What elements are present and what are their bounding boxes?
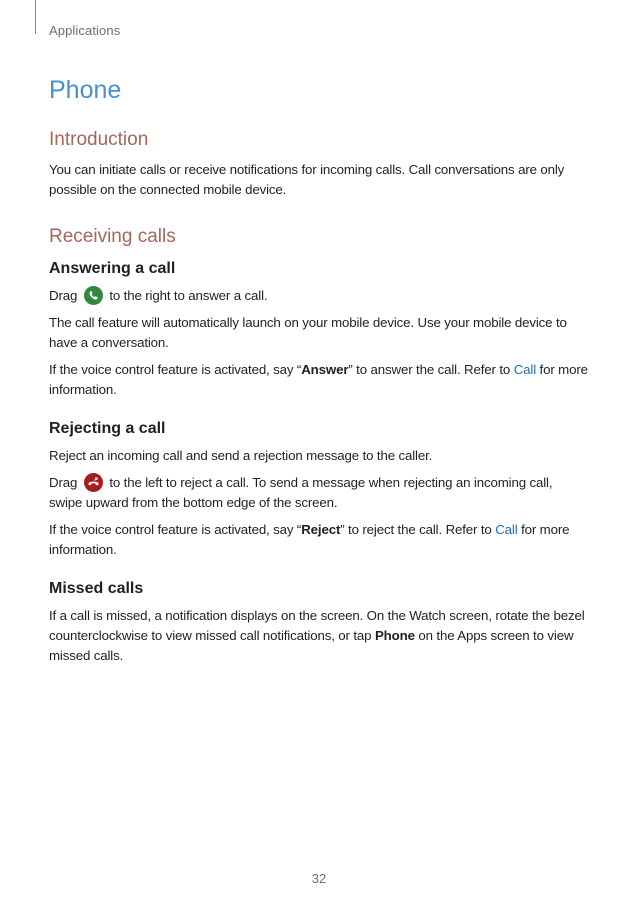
- call-link[interactable]: Call: [513, 362, 536, 377]
- section-title-introduction: Introduction: [49, 129, 149, 150]
- answering-voice-end: for more information.: [49, 362, 588, 397]
- subsection-title-answering: Answering a call: [49, 260, 176, 277]
- answering-paragraph-voice: [49, 360, 589, 400]
- subsection-title-missed: Missed calls: [49, 580, 144, 597]
- answering-drag-text: Drag: [49, 288, 78, 303]
- answer-keyword: Answer: [301, 362, 349, 377]
- rejecting-voice-middle: ” to reject the call. Refer to: [340, 522, 496, 537]
- missed-text-end: on the Apps screen to view missed calls.: [49, 628, 574, 663]
- rejecting-paragraph-intro: Reject an incoming call and send a rejection message to the caller.: [49, 448, 433, 463]
- page-title: Phone: [49, 76, 122, 104]
- missed-paragraph: [49, 606, 589, 666]
- phone-reject-icon: [84, 473, 103, 492]
- rejecting-drag-text: Drag: [49, 475, 78, 490]
- answering-paragraph-drag: [49, 286, 589, 306]
- page-margin-rule: [35, 0, 36, 34]
- rejecting-paragraph-voice: [49, 520, 589, 560]
- running-header: Applications: [49, 23, 121, 38]
- page-content: [49, 72, 589, 673]
- missed-text: If a call is missed, a notification displays on the screen. On the Watch screen, rotate the bezel counterclockwise to view missed call notifications, or tap: [49, 608, 585, 643]
- answering-direction-text: to the right to answer a call.: [109, 288, 268, 303]
- phone-answer-icon: [84, 286, 103, 305]
- rejecting-direction-text: to the left to reject a call. To send a message when rejecting an incoming call, swipe upward from the bottom edge of the screen.: [49, 475, 553, 510]
- rejecting-voice-end: for more information.: [49, 522, 570, 557]
- answering-voice-text: If the voice control feature is activated, say “: [49, 362, 302, 377]
- phone-keyword: Phone: [374, 628, 415, 643]
- introduction-text: You can initiate calls or receive notifications for incoming calls. Call conversations are only possible on the connected mobile device.: [49, 162, 565, 197]
- reject-keyword: Reject: [301, 522, 341, 537]
- page-number: 32: [311, 871, 327, 886]
- rejecting-voice-text: If the voice control feature is activated, say “: [49, 522, 302, 537]
- answering-paragraph-launch: The call feature will automatically launch on your mobile device. Use your mobile device to have a conversation.: [49, 315, 567, 350]
- call-link[interactable]: Call: [495, 522, 518, 537]
- section-title-receiving-calls: Receiving calls: [49, 226, 176, 247]
- rejecting-paragraph-drag: [49, 473, 589, 513]
- answering-voice-middle: ” to answer the call. Refer to: [348, 362, 514, 377]
- subsection-title-rejecting: Rejecting a call: [49, 420, 166, 437]
